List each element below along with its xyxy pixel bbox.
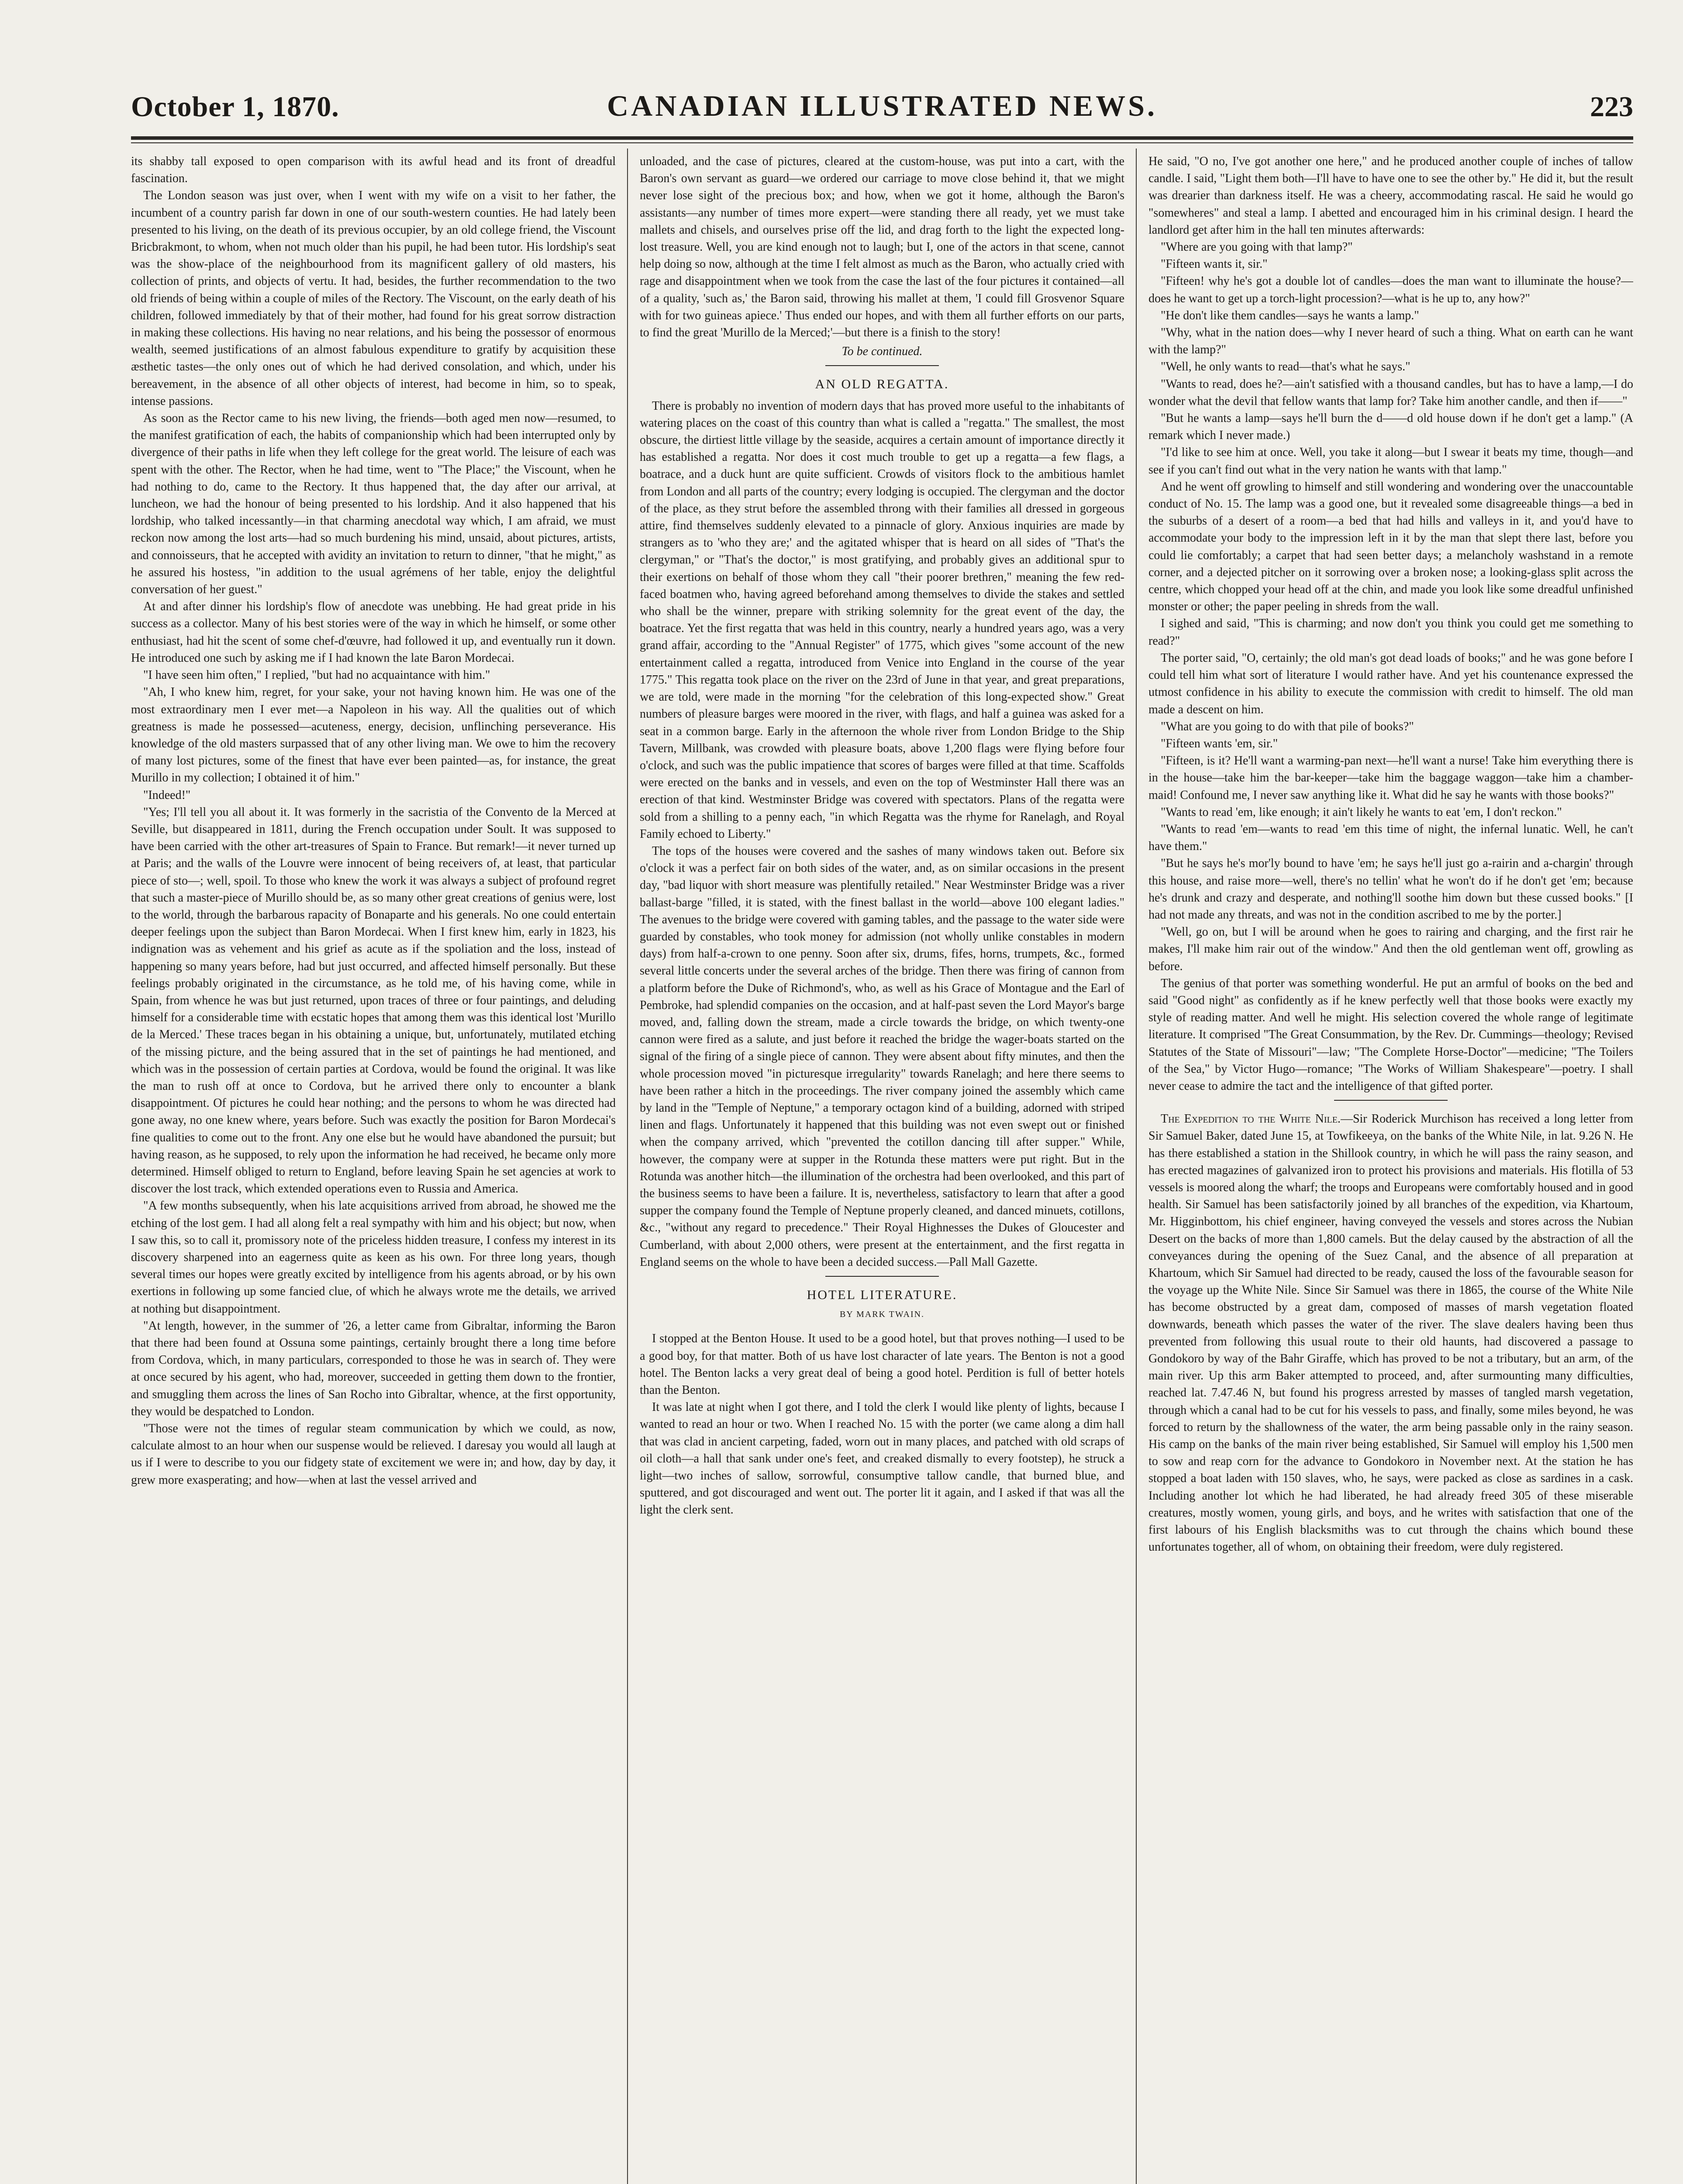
paragraph: The London season was just over, when I went with my wife on a visit to her father, the incumbent of a country parish far down in one of our south-western counties. He had lately been presented to his living, on the death of its previous occupier, by an old college friend, the Viscount Bricbrakmont, to whom, when not much older than his pupil, he had been tutor. His lordship's seat was the show-place of the neighbourhood from its magnificent gallery of old masters, his collection of prints, and objects of vertu. It had, besides, the further recommendation to the two old friends of being within a couple of miles of the Rectory. The Viscount, on the early death of his children, followed immediately by that of their mother, had found for his great sorrow distraction in making these collections. His having no near relations, and his being the possessor of enormous wealth, seemed justifications of an almost fabulous expenditure to gratify by acquisition these æsthetic tastes—the only ones out of which he had derived consolation, and which, under his bereavement, in the absence of all other objects of interest, had become in him, so to speak, intense passions. <box>131 189 616 408</box>
paragraph: "Well, he only wants to read—that's what he says." <box>1161 360 1411 374</box>
header-rule <box>131 136 1633 140</box>
nile-body: —Sir Roderick Murchison has received a long letter from Sir Samuel Baker, dated June 15, at Towfikeeya, on the banks of the White Nile, in lat. 9.26 N. He has there established a station in the Shillook country, in which he will pass the rainy season, and has erected magazines of galvanized iron to protect his provisions and materials. His flotilla of 53 vessels is moored along the wharf; the troops and Europeans were comfortably housed and in good health. Sir Samuel has been satisfactorily joined by all branches of the expedition, via Khartoum, Mr. Higginbottom, his chief engineer, having conveyed the vessels and stores across the Nubian Desert on the backs of more than 1,800 camels. But the delay caused by the abstraction of all the conveyances during the opening of the Suez Canal, and the absence of all preparation at Khartoum, which Sir Samuel had directed to be ready, caused the loss of the favourable season for the voyage up the White Nile. Since Sir Samuel was there in 1865, the course of the White Nile has become obstructed by a great dam, composed of masses of marsh vegetation floated downwards, beneath which passes the water of the river. The slave dealers having been thus prevented from following this usual route to their old haunts, had discovered a passage to Gondokoro by way of the Bahr Giraffe, which has proved to be not a tributary, but an arm, of the main river. Up this arm Baker attempted to proceed, and, after surmounting many difficulties, reached lat. 7.47.46 N, but found his progress arrested by masses of tangled marsh vegetation, through which a canal had to be cut for his vessels to pass, and finally, some miles beyond, he was forced to return by the shallowness of the water, the arm being passable only in the rainy season. His camp on the banks of the main river being established, Sir Samuel will employ his 1,500 men to sow and reap corn for the advance to Gondokoro in November next. At the station he has stopped a boat laden with 150 slaves, who, he says, were packed as close as sardines in a cask. Including another lot which he had liberated, he had already freed 305 of these miserable creatures, mostly women, young girls, and boys, and he writes with satisfaction that one of the first labours of his English blacksmiths was to cut through the chains which bound these unfortunates together, all of whom, on obtaining their freedom, were duly registered. <box>1148 1112 1633 1554</box>
column-divider <box>1136 149 1137 2184</box>
paragraph: "I'd like to see him at once. Well, you take it along—but I swear it beats my time, though—and see if you can't find out what in the very nation he wants with that lamp." <box>1148 446 1633 477</box>
paragraph: "He don't like them candles—says he wants a lamp." <box>1161 308 1419 322</box>
paragraph: The tops of the houses were covered and the sashes of many windows taken out. Before six o'clock it was a perfect fair on both sides of the water, and, as on similar occasions in the present day, "bad liquor with short measure was plentifully retailed." Near Westminster Bridge was a river ballast-barge "filled, it is stated, with the finest ballast in the world—above 100 elegant ladies." The avenues to the bridge were covered with gaming tables, and the passage to the water side were guarded by constables, who took money for admission (not wholly unlike constables in modern days) from half-a-crown to one penny. Soon after six, drums, fifes, horns, trumpets, &c., formed several little concerts under the several arches of the bridge. Then there was firing of cannon from a platform before the Duke of Richmond's, who, as well as his Grace of Montague and the Earl of Pembroke, had splendid companies on the occasion, and at half-past seven the Lord Mayor's barge moved, and, falling down the stream, made a circle towards the bridge, on which twenty-one cannon were fired as a salute, and just before it reached the bridge the wager-boats started on the signal of the firing of a single piece of cannon. They were absent about fifty minutes, and then the whole procession moved "in picturesque irregularity" towards Ranelagh; and here there seems to have been rather a hitch in the proceedings. The river company joined the assembly which came by land in the "Temple of Neptune," a temporary octagon kind of a building, adorned with striped linen and flags. Unfortunately it happened that this building was not even swept out or finished when the company arrived, which "prevented the cotillon dancing till after supper." While, however, the company were at supper in the Rotunda these matters were put right. But in the Rotunda was another hitch—the illumination of the orchestra had been overlooked, and this part of the business seems to have been a failure. It is, nevertheless, satisfactory to learn that after a good supper the company found the Temple of Neptune properly cleaned, and danced minuets, cotillons, &c., "without any regard to precedence." Their Royal Highnesses the Dukes of Gloucester and Cumberland, with about 2,000 others, were present at the entertainment, and the first regatta in England seems on the whole to have been a decided success.—Pall Mall Gazette. <box>640 844 1124 1269</box>
article-separator <box>825 1276 939 1277</box>
paragraph: It was late at night when I got there, and I told the clerk I would like plenty of lights, because I wanted to read an hour or two. When I reached No. 15 with the porter (we came along a dim hall that was clad in ancient carpeting, faded, worn out in many places, and patched with old scraps of oil cloth—a hall that sank under one's feet, and creaked dismally to every footstep), he struck a light—two inches of sallow, sorrowful, consumptive tallow candle, that burned blue, and sputtered, and got discouraged and went out. The porter lit it again, and I asked if that was all the light the clerk sent. <box>640 1400 1124 1517</box>
paragraph: "But he wants a lamp—says he'll burn the d——d old house down if he don't get a lamp." (A remark which I never made.) <box>1148 411 1633 442</box>
paragraph: unloaded, and the case of pictures, cleared at the custom-house, was put into a cart, with the Baron's own servant as guard—we ordered our carriage to move close behind it, that we might never lose sight of the precious box; and how, when we got it home, although the Baron's assistants—any number of times more expert—were standing there all ready, yet we must take mallets and chisels, and ourselves prise off the lid, and drag forth to the light the expected long-lost treasure. Well, you are kind enough not to laugh; but I, one of the actors in that scene, cannot help doing so now, although at the time I felt almost as much as the Baron, who actually cried with rage and disappointment when we took from the case the last of the four pictures it contained—all of a quality, 'such as,' the Baron said, throwing his mallet at them, 'I could fill Grosvenor Square with for two guineas apiece.' Thus ended our hopes, and with them all further efforts on our parts, to find the great 'Murillo de la Merced;'—but there is a finish to the story! <box>640 155 1124 340</box>
paragraph: At and after dinner his lordship's flow of anecdote was unebbing. He had great pride in his success as a collector. Many of his best stories were of the way in which he himself, or some other enthusiast, had hit the scent of some chef-d'œuvre, had followed it up, and eventually run it down. He introduced one such by asking me if I had known the late Baron Mordecai. <box>131 600 616 665</box>
paragraph: "Why, what in the nation does—why I never heard of such a thing. What on earth can he want with the lamp?" <box>1148 326 1633 357</box>
paragraph: "Wants to read, does he?—ain't satisfied with a thousand candles, but has to have a lamp,—I do wonder what the devil that fellow wants that lamp for? Take him another candle, and then if——" <box>1148 377 1633 408</box>
paragraph: "At length, however, in the summer of '26, a letter came from Gibraltar, informing the Baron that there had been found at Ossuna some paintings, certainly brought there a long time before from Cordova, which, in many particulars, corresponded to those he was in search of. They were at once secured by his agent, who had, moreover, succeeded in getting them down to the frontier, and smuggling them across the lines of San Rocho into Gibraltar, whence, at the first opportunity, they would be despatched to London. <box>131 1319 616 1418</box>
byline: BY MARK TWAIN. <box>839 1310 925 1320</box>
paragraph: And he went off growling to himself and still wondering and wondering over the unaccountable conduct of No. 15. The lamp was a good one, but it revealed some disagreeable things—a bed in the suburbs of a desert of a room—a bed that had hills and valleys in it, and you'd have to accommodate your body to the impression left in it by the man that slept there last, before you could lie comfortably; a carpet that had seen better days; a melancholy washstand in a remote corner, and a dejected pitcher on it sorrowing over a broken nose; a looking-glass split across the centre, which chopped your head off at the chin, and made you look like some dreadful unfinished monster or other; the paper peeling in shreds from the wall. <box>1148 480 1633 614</box>
newspaper-title: CANADIAN ILLUSTRATED NEWS. <box>607 89 1157 122</box>
paragraph: I stopped at the Benton House. It used to be a good hotel, but that proves nothing—I used to be a good boy, for that matter. Both of us have lost character of late years. The Benton is not a good hotel. The Benton lacks a very great deal of being a good hotel. Perdition is full of better hotels than the Benton. <box>640 1332 1124 1397</box>
paragraph: "Yes; I'll tell you all about it. It was formerly in the sacristia of the Convento de la Merced at Seville, but disappeared in 1811, during the French occupation under Soult. It was supposed to have been carried with the other art-treasures of Spain to France. But remark!—it never turned up at Paris; and the walls of the Louvre were innocent of being receivers of, at least, that particular piece of sto—; well, spoil. To those who knew the work it was always a subject of profound regret that such a master-piece of Murillo should be, as so many other great creations of genius were, lost to the world, through the barbarous rapacity of Bonaparte and his generals. No one could entertain deeper feelings upon the subject than Baron Mordecai. When I first knew him, early in 1823, his indignation was as vehement and his grief as acute as if the spoliation and the loss, instead of happening so many years before, had but just occurred, and affected himself personally. But these feelings probably originated in the circumstance, as he told me, of his having come, while in Spain, from whence he was but just returned, upon traces of three or four paintings, and deluding himself for a considerable time with ecstatic hopes that among them was this identical lost 'Murillo de la Merced.' These traces began in his obtaining a unique, but, unfortunately, mutilated etching of the missing picture, and the being assured that in the set of paintings he had mentioned, and which was in the possession of certain parties at Cordova, would be found the original. It was like the man to rush off at once to Cordova, but he arrived there only to encounter a blank disappointment. Of pictures he could hear nothing; and the persons to whom he was directed had gone away, no one knew where, years before. Such was exactly the position for Baron Mordecai's fine qualities to come out to the front. Any one else but he would have abandoned the pursuit; but having reason, as he supposed, to rely upon the information he had received, he became only more determined. Himself obliged to return to England, before leaving Spain he set agencies at work to discover the lost track, which extended operations even to Russia and America. <box>131 805 616 1196</box>
paragraph: The genius of that porter was something wonderful. He put an armful of books on the bed and said "Good night" as confidently as if he knew perfectly well that those books were exactly my style of reading matter. And well he might. His selection covered the whole range of legitimate literature. It comprised "The Great Consummation, by the Rev. Dr. Cummings—theology; Revised Statutes of the State of Missouri"—law; "The Complete Horse-Doctor"—medicine; "The Toilers of the Sea," by Victor Hugo—romance; "The Works of William Shakespeare"—poetry. I shall never cease to admire the tact and the intelligence of that gifted porter. <box>1148 976 1633 1093</box>
column-3 <box>1148 153 1633 2184</box>
header-rule-thin <box>131 142 1633 143</box>
paragraph: "Wants to read 'em—wants to read 'em this time of night, the infernal lunatic. Well, he can't have them." <box>1148 822 1633 854</box>
paragraph: "Well, go on, but I will be around when he goes to rairing and charging, and the first rair he makes, I'll make him rair out of the window." And then the old gentleman went off, growling as before. <box>1148 925 1633 973</box>
paragraph: "Fifteen, is it? He'll want a warming-pan next—he'll want a nurse! Take him everything there is in the house—take him the bar-keeper—take him the baggage waggon—take him a chamber-maid! Confound me, I never saw anything like it. What did he say he wants with those books?" <box>1148 754 1633 802</box>
paragraph: "I have seen him often," I replied, "but had no acquaintance with him." <box>143 668 490 682</box>
paragraph: As soon as the Rector came to his new living, the friends—both aged men now—resumed, to the manifest gratification of each, the habits of companionship which had been interrupted only by divergence of their paths in life when they left college for the great world. The leisure of each was spent with the other. The Rector, when he had time, went to "The Place;" the Viscount, when he had nothing to do, came to the Rectory. It thus happened that, the day after our arrival, at luncheon, we had the honour of being presented to his lordship. And it also happened that his lordship, who talked incessantly—in that charming anecdotal way which, I am afraid, we must reckon now among the lost arts—had so much burdening his mind, unsaid, about pictures, artists, and connoisseurs, that he accepted with avidity an invitation to return to dinner, "that he might," as he assured his hostess, "in addition to the usual agrémens of her table, enjoy the delightful conversation of her guest." <box>131 411 616 597</box>
article-separator <box>825 365 939 366</box>
issue-date: October 1, 1870. <box>131 91 339 123</box>
column-divider <box>627 149 628 2184</box>
paragraph: "Wants to read 'em, like enough; it ain't likely he wants to eat 'em, I don't reckon." <box>1161 805 1562 819</box>
nile-heading: The Expedition to the White Nile. <box>1161 1112 1341 1126</box>
paragraph: The porter said, "O, certainly; the old man's got dead loads of books;" and he was gone before I could tell him what sort of literature I would rather have. And yet his countenance expressed the utmost confidence in his ability to execute the commission with credit to himself. The old man made a descent on him. <box>1148 651 1633 716</box>
column-2 <box>640 153 1124 2184</box>
to-be-continued: To be continued. <box>842 345 923 359</box>
paragraph: I sighed and said, "This is charming; and now don't you think you could get me something to read?" <box>1148 617 1633 648</box>
paragraph: "What are you going to do with that pile of books?" <box>1161 719 1414 733</box>
paragraph: "Ah, I who knew him, regret, for your sake, your not having known him. He was one of the most extraordinary men I ever met—a Napoleon in his way. All the qualities out of which greatness is made he possessed—acuteness, energy, decision, unflinching perseverance. His knowledge of the old masters surpassed that of any other living man. We owe to him the recovery of many lost pictures, some of the finest that have ever been painted—as, for instance, the great Murillo in my collection; I obtained it of him." <box>131 685 616 785</box>
paragraph: "Those were not the times of regular steam communication by which we could, as now, calculate almost to an hour when our suspense would be relieved. I daresay you would all laugh at us if I were to describe to you our fidgety state of excitement we were in; and how, day by day, it grew more exasperating; and how—when at last the vessel arrived and <box>131 1422 616 1487</box>
paragraph: "Fifteen wants it, sir." <box>1161 257 1268 271</box>
paragraph: "Where are you going with that lamp?" <box>1161 240 1353 254</box>
article-title-regatta: AN OLD REGATTA. <box>815 377 949 392</box>
paragraph: its shabby tall exposed to open comparison with its awful head and its front of dreadful fascination. <box>131 155 616 186</box>
paragraph: "Fifteen wants 'em, sir." <box>1161 736 1278 750</box>
paragraph: "Indeed!" <box>143 788 191 802</box>
article-separator <box>1334 1100 1448 1101</box>
article-title-hotel: HOTEL LITERATURE. <box>807 1288 958 1302</box>
paragraph: "Fifteen! why he's got a double lot of candles—does the man want to illuminate the house?—does he want to get up a torch-light procession?—what is he up to, any how?" <box>1148 274 1633 305</box>
paragraph: "A few months subsequently, when his late acquisitions arrived from abroad, he showed me the etching of the lost gem. I had all along felt a real sympathy with him and his object; but now, when I saw this, so to call it, promissory note of the priceless hidden treasure, I confess my interest in its discovery sharpened into an eagerness quite as keen as his own. For three long years, though several times our hopes were greatly excited by intelligence from his agents abroad, or by his own exertions in following up some fancied clue, of which he always wrote me the details, we arrived at nothing but disappointment. <box>131 1199 616 1316</box>
paragraph: There is probably no invention of modern days that has proved more useful to the inhabitants of watering places on the coast of this country than what is called a "regatta." The smallest, the most obscure, the dirtiest little village by the seaside, acquires a certain amount of importance directly it has established a regatta. Nor does it cost much trouble to get up a regatta—a few flags, a boatrace, and a duck hunt are quite sufficient. Crowds of visitors flock to the ambitious hamlet from London and all parts of the country; every lodging is occupied. The clergyman and the doctor of the place, as they strut before the assembled throng with their families all dressed in gorgeous attire, find themselves suddenly elevated to a pinnacle of glory. Anxious inquiries are made by strangers as to 'who they are;' and the agitated whisper that is heard on all sides of "That's the clergyman," or "That's the doctor," is most gratifying, and probably gives an additional spur to their exertions on behalf of those whom they call "their poorer brethren," meaning the few red-faced boatmen who, having agreed beforehand among themselves to divide the stakes and settled who shall be the winner, prepare with striking solemnity for the great event of the day, the boatrace. Yet the first regatta that was held in this country, nearly a hundred years ago, was a very grand affair, according to the "Annual Register" of 1775, which gives "some account of the new entertainment called a regatta, introduced from Venice into England in the course of the year 1775." This regatta took place on the river on the 23rd of June in that year, and great preparations, we are told, were made in the morning "for the celebration of this long-expected show." Great numbers of pleasure barges were moored in the river, with flags, and half a guinea was asked for a seat in a common barge. Early in the afternoon the whole river from London Bridge to the Ship Tavern, Millbank, was crowded with pleasure boats, above 1,200 flags were flying before four o'clock, and such was the public impatience that scores of barges were filled at that time. Scaffolds were erected on the banks and in vessels, and even on the top of Westminster Hall there was an erection of that kind. Westminster Bridge was covered with spectators. Plans of the regatta were sold from a shilling to a penny each, "in which Regatta was the rhyme for Ranelagh, and Royal Family echoed to Liberty." <box>640 399 1124 841</box>
paragraph: "But he says he's mor'ly bound to have 'em; he says he'll just go a-rairin and a-chargin' through this house, and raise more—well, there's no tellin' what he won't do if he don't get 'em; because he's drunk and crazy and desperate, and nothing'll soothe him down but these cussed books." [I had not made any threats, and was not in the condition ascribed to me by the porter.] <box>1148 857 1633 922</box>
masthead <box>131 85 1633 133</box>
column-1 <box>131 153 616 2184</box>
paragraph: He said, "O no, I've got another one here," and he produced another couple of inches of tallow candle. I said, "Light them both—I'll have to have one to see the other by." He did it, but the result was drearier than darkness itself. He was a cheery, accommodating rascal. He said he would go "somewheres" and steal a lamp. I abetted and encouraged him in his criminal design. I heard the landlord get after him in the hall ten minutes afterwards: <box>1148 155 1633 237</box>
page-number: 223 <box>1590 91 1633 123</box>
nile-paragraph <box>1148 1110 1633 1555</box>
